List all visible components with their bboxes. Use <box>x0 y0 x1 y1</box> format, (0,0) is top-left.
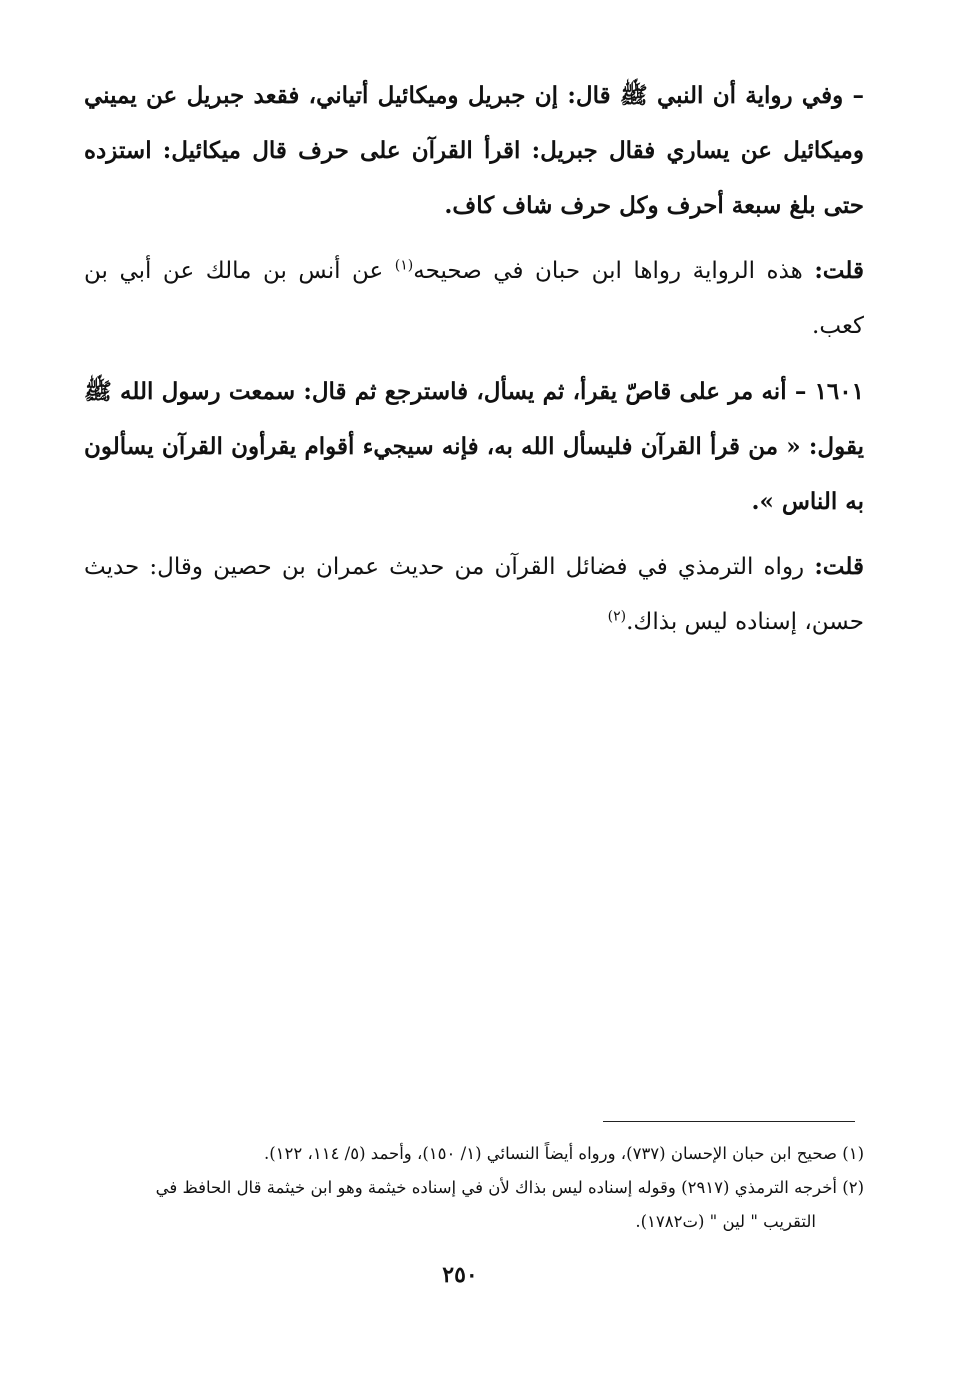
footnotes <box>84 1137 864 1239</box>
footnote-ref-1[interactable]: (١) <box>394 257 414 274</box>
footnote-2-continuation: التقريب " لين " (ت١٧٨٢). <box>635 1212 816 1231</box>
comment-text-1b: عن أنس بن مالك عن أبي بن كعب. <box>84 258 864 339</box>
comment-text-1a: هذه الرواية رواها ابن حبان في صحيحه <box>413 258 803 284</box>
footnote-ref-2[interactable]: (٢) <box>607 608 627 625</box>
page-number: ٢٥٠ <box>442 1262 478 1288</box>
hadith-text: ١٦٠١ – أنه مر على قاصّ يقرأ، ثم يسأل، فاسترجع ثم قال: سمعت رسول الله ﷺ يقول: « من قرأ القرآن فليسأل الله به، فإنه سيجيء أقوام يقرأون القرآن يسألون به الناس ». <box>84 378 864 515</box>
paragraph-hadith-1601 <box>84 364 864 529</box>
footnote-2: (٢) أخرجه الترمذي (٢٩١٧) وقوله إسناده ليس بذاك لأن في إسناده خيثمة وهو ابن خيثمة قال الحافظ في <box>155 1178 864 1197</box>
paragraph-comment-1 <box>84 243 864 354</box>
main-text <box>84 68 864 660</box>
comment-lead-2: قلت: <box>814 553 864 580</box>
footnote-divider <box>603 1121 855 1122</box>
comment-lead-1: قلت: <box>814 257 864 284</box>
paragraph-narration-text: – وفي رواية أن النبي ﷺ قال: إن جبريل وميكائيل أتياني، فقعد جبريل عن يميني وميكائيل عن يساري فقال جبريل: اقرأ القرآن على حرف قال ميكائيل: استزده حتى بلغ سبعة أحرف وكل حرف شاف كاف. <box>84 82 864 219</box>
paragraph-narration <box>84 68 864 233</box>
comment-text-2: رواه الترمذي في فضائل القرآن من حديث عمران بن حصين وقال: حديث حسن، إسناده ليس بذاك. <box>84 554 864 635</box>
footnote-1: (١) صحيح ابن حبان الإحسان (٧٣٧)، ورواه أيضاً النسائي (١/ ١٥٠)، وأحمد (٥/ ١١٤، ١٢٢). <box>263 1144 864 1163</box>
paragraph-comment-2 <box>84 539 864 650</box>
